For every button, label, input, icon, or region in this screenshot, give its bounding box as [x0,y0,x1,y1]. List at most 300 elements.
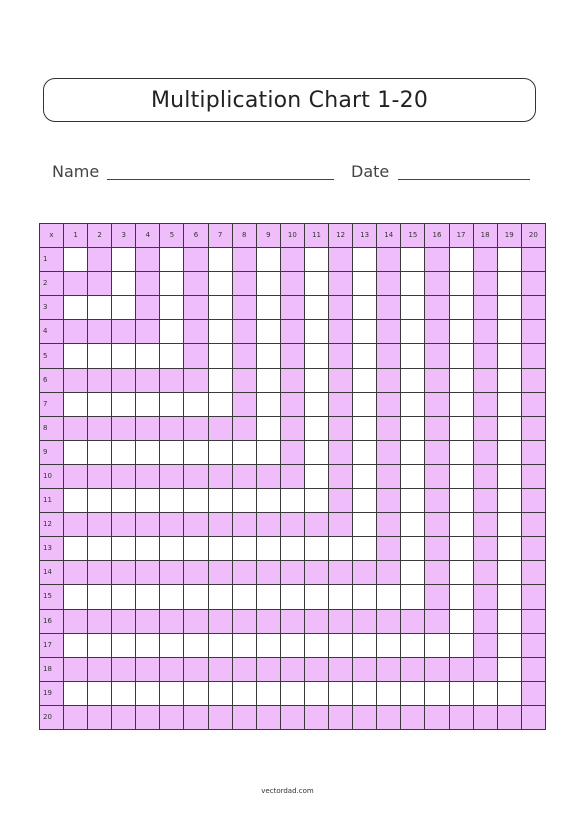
answer-cell[interactable] [377,681,401,705]
answer-cell[interactable] [136,513,160,537]
answer-cell[interactable] [377,585,401,609]
answer-cell[interactable] [160,657,184,681]
answer-cell[interactable] [401,344,425,368]
answer-cell[interactable] [208,489,232,513]
answer-cell[interactable] [353,296,377,320]
answer-cell[interactable] [208,416,232,440]
answer-cell[interactable] [88,537,112,561]
answer-cell[interactable] [112,537,136,561]
answer-cell[interactable] [377,464,401,488]
answer-cell[interactable] [329,633,353,657]
answer-cell[interactable] [112,368,136,392]
answer-cell[interactable] [377,561,401,585]
answer-cell[interactable] [521,585,545,609]
answer-cell[interactable] [449,513,473,537]
answer-cell[interactable] [232,416,256,440]
answer-cell[interactable] [304,464,328,488]
answer-cell[interactable] [256,537,280,561]
answer-cell[interactable] [208,705,232,729]
answer-cell[interactable] [401,705,425,729]
answer-cell[interactable] [401,489,425,513]
answer-cell[interactable] [256,344,280,368]
answer-cell[interactable] [473,392,497,416]
answer-cell[interactable] [88,609,112,633]
answer-cell[interactable] [64,681,88,705]
answer-cell[interactable] [473,416,497,440]
answer-cell[interactable] [377,248,401,272]
answer-cell[interactable] [232,344,256,368]
answer-cell[interactable] [425,344,449,368]
answer-cell[interactable] [304,272,328,296]
answer-cell[interactable] [184,248,208,272]
answer-cell[interactable] [304,609,328,633]
answer-cell[interactable] [88,248,112,272]
answer-cell[interactable] [377,416,401,440]
answer-cell[interactable] [304,489,328,513]
answer-cell[interactable] [64,657,88,681]
answer-cell[interactable] [329,609,353,633]
answer-cell[interactable] [473,705,497,729]
answer-cell[interactable] [425,537,449,561]
answer-cell[interactable] [401,513,425,537]
answer-cell[interactable] [353,464,377,488]
answer-cell[interactable] [256,272,280,296]
answer-cell[interactable] [353,513,377,537]
answer-cell[interactable] [136,392,160,416]
answer-cell[interactable] [256,489,280,513]
answer-cell[interactable] [136,633,160,657]
answer-cell[interactable] [497,392,521,416]
answer-cell[interactable] [232,681,256,705]
answer-cell[interactable] [256,609,280,633]
answer-cell[interactable] [377,609,401,633]
answer-cell[interactable] [64,585,88,609]
answer-cell[interactable] [401,392,425,416]
answer-cell[interactable] [88,705,112,729]
answer-cell[interactable] [136,705,160,729]
answer-cell[interactable] [401,440,425,464]
answer-cell[interactable] [329,489,353,513]
answer-cell[interactable] [304,296,328,320]
answer-cell[interactable] [232,609,256,633]
answer-cell[interactable] [88,633,112,657]
answer-cell[interactable] [353,344,377,368]
answer-cell[interactable] [304,368,328,392]
answer-cell[interactable] [401,537,425,561]
answer-cell[interactable] [256,561,280,585]
answer-cell[interactable] [473,657,497,681]
answer-cell[interactable] [521,513,545,537]
answer-cell[interactable] [521,248,545,272]
answer-cell[interactable] [136,344,160,368]
answer-cell[interactable] [401,248,425,272]
answer-cell[interactable] [88,440,112,464]
answer-cell[interactable] [208,609,232,633]
answer-cell[interactable] [136,368,160,392]
answer-cell[interactable] [521,296,545,320]
answer-cell[interactable] [353,537,377,561]
answer-cell[interactable] [112,296,136,320]
answer-cell[interactable] [280,248,304,272]
answer-cell[interactable] [112,561,136,585]
answer-cell[interactable] [88,513,112,537]
answer-cell[interactable] [449,416,473,440]
answer-cell[interactable] [184,633,208,657]
answer-cell[interactable] [377,368,401,392]
answer-cell[interactable] [88,489,112,513]
answer-cell[interactable] [232,320,256,344]
answer-cell[interactable] [473,633,497,657]
answer-cell[interactable] [497,440,521,464]
answer-cell[interactable] [425,513,449,537]
answer-cell[interactable] [497,489,521,513]
answer-cell[interactable] [256,633,280,657]
answer-cell[interactable] [473,296,497,320]
answer-cell[interactable] [521,368,545,392]
answer-cell[interactable] [401,585,425,609]
answer-cell[interactable] [208,320,232,344]
answer-cell[interactable] [473,440,497,464]
answer-cell[interactable] [88,296,112,320]
answer-cell[interactable] [232,368,256,392]
answer-cell[interactable] [521,561,545,585]
answer-cell[interactable] [473,561,497,585]
answer-cell[interactable] [353,416,377,440]
answer-cell[interactable] [521,681,545,705]
answer-cell[interactable] [473,464,497,488]
answer-cell[interactable] [160,368,184,392]
answer-cell[interactable] [425,657,449,681]
answer-cell[interactable] [280,705,304,729]
answer-cell[interactable] [208,681,232,705]
answer-cell[interactable] [329,681,353,705]
answer-cell[interactable] [232,585,256,609]
answer-cell[interactable] [136,537,160,561]
answer-cell[interactable] [136,609,160,633]
answer-cell[interactable] [208,513,232,537]
answer-cell[interactable] [160,320,184,344]
answer-cell[interactable] [329,320,353,344]
answer-cell[interactable] [232,464,256,488]
answer-cell[interactable] [329,537,353,561]
answer-cell[interactable] [160,537,184,561]
answer-cell[interactable] [497,561,521,585]
answer-cell[interactable] [449,585,473,609]
answer-cell[interactable] [497,248,521,272]
answer-cell[interactable] [401,561,425,585]
answer-cell[interactable] [160,561,184,585]
answer-cell[interactable] [304,585,328,609]
answer-cell[interactable] [184,513,208,537]
answer-cell[interactable] [449,657,473,681]
answer-cell[interactable] [88,320,112,344]
answer-cell[interactable] [112,489,136,513]
answer-cell[interactable] [64,561,88,585]
answer-cell[interactable] [256,464,280,488]
answer-cell[interactable] [256,368,280,392]
answer-cell[interactable] [136,585,160,609]
answer-cell[interactable] [353,585,377,609]
name-line[interactable] [107,179,334,180]
answer-cell[interactable] [449,392,473,416]
answer-cell[interactable] [329,440,353,464]
answer-cell[interactable] [280,609,304,633]
answer-cell[interactable] [64,609,88,633]
answer-cell[interactable] [136,416,160,440]
answer-cell[interactable] [449,681,473,705]
answer-cell[interactable] [329,705,353,729]
answer-cell[interactable] [280,489,304,513]
answer-cell[interactable] [425,248,449,272]
answer-cell[interactable] [473,272,497,296]
answer-cell[interactable] [64,489,88,513]
answer-cell[interactable] [280,320,304,344]
answer-cell[interactable] [208,633,232,657]
answer-cell[interactable] [256,392,280,416]
answer-cell[interactable] [208,296,232,320]
answer-cell[interactable] [329,513,353,537]
answer-cell[interactable] [449,320,473,344]
answer-cell[interactable] [112,681,136,705]
answer-cell[interactable] [112,585,136,609]
answer-cell[interactable] [329,657,353,681]
answer-cell[interactable] [401,633,425,657]
answer-cell[interactable] [304,537,328,561]
answer-cell[interactable] [497,272,521,296]
answer-cell[interactable] [256,657,280,681]
answer-cell[interactable] [304,320,328,344]
answer-cell[interactable] [304,248,328,272]
answer-cell[interactable] [136,489,160,513]
answer-cell[interactable] [401,609,425,633]
answer-cell[interactable] [160,681,184,705]
answer-cell[interactable] [112,320,136,344]
answer-cell[interactable] [473,585,497,609]
answer-cell[interactable] [112,705,136,729]
answer-cell[interactable] [473,609,497,633]
answer-cell[interactable] [521,633,545,657]
answer-cell[interactable] [353,681,377,705]
answer-cell[interactable] [136,561,160,585]
answer-cell[interactable] [256,681,280,705]
answer-cell[interactable] [329,392,353,416]
answer-cell[interactable] [136,657,160,681]
answer-cell[interactable] [280,392,304,416]
answer-cell[interactable] [304,561,328,585]
answer-cell[interactable] [425,681,449,705]
answer-cell[interactable] [353,561,377,585]
answer-cell[interactable] [232,705,256,729]
answer-cell[interactable] [160,609,184,633]
answer-cell[interactable] [112,344,136,368]
answer-cell[interactable] [425,464,449,488]
answer-cell[interactable] [160,585,184,609]
answer-cell[interactable] [521,272,545,296]
answer-cell[interactable] [184,416,208,440]
answer-cell[interactable] [521,657,545,681]
answer-cell[interactable] [208,272,232,296]
answer-cell[interactable] [184,681,208,705]
answer-cell[interactable] [256,513,280,537]
answer-cell[interactable] [64,537,88,561]
answer-cell[interactable] [473,489,497,513]
answer-cell[interactable] [304,705,328,729]
answer-cell[interactable] [112,657,136,681]
answer-cell[interactable] [208,368,232,392]
answer-cell[interactable] [280,681,304,705]
answer-cell[interactable] [401,416,425,440]
answer-cell[interactable] [449,272,473,296]
answer-cell[interactable] [256,705,280,729]
answer-cell[interactable] [425,440,449,464]
answer-cell[interactable] [425,368,449,392]
answer-cell[interactable] [425,296,449,320]
answer-cell[interactable] [497,416,521,440]
answer-cell[interactable] [256,585,280,609]
answer-cell[interactable] [497,320,521,344]
answer-cell[interactable] [64,392,88,416]
answer-cell[interactable] [425,272,449,296]
answer-cell[interactable] [425,633,449,657]
answer-cell[interactable] [232,537,256,561]
answer-cell[interactable] [280,296,304,320]
answer-cell[interactable] [160,705,184,729]
answer-cell[interactable] [401,368,425,392]
answer-cell[interactable] [521,392,545,416]
answer-cell[interactable] [112,440,136,464]
answer-cell[interactable] [64,320,88,344]
answer-cell[interactable] [401,296,425,320]
answer-cell[interactable] [64,368,88,392]
answer-cell[interactable] [280,585,304,609]
answer-cell[interactable] [497,368,521,392]
answer-cell[interactable] [112,513,136,537]
answer-cell[interactable] [184,489,208,513]
answer-cell[interactable] [497,705,521,729]
answer-cell[interactable] [280,416,304,440]
answer-cell[interactable] [88,272,112,296]
answer-cell[interactable] [377,537,401,561]
answer-cell[interactable] [256,416,280,440]
answer-cell[interactable] [64,248,88,272]
answer-cell[interactable] [88,657,112,681]
answer-cell[interactable] [208,657,232,681]
answer-cell[interactable] [160,272,184,296]
answer-cell[interactable] [280,513,304,537]
answer-cell[interactable] [280,440,304,464]
answer-cell[interactable] [280,633,304,657]
answer-cell[interactable] [473,368,497,392]
answer-cell[interactable] [160,392,184,416]
answer-cell[interactable] [329,344,353,368]
answer-cell[interactable] [64,272,88,296]
answer-cell[interactable] [184,561,208,585]
answer-cell[interactable] [280,368,304,392]
answer-cell[interactable] [184,537,208,561]
answer-cell[interactable] [64,513,88,537]
answer-cell[interactable] [184,296,208,320]
answer-cell[interactable] [112,609,136,633]
answer-cell[interactable] [425,561,449,585]
answer-cell[interactable] [232,513,256,537]
answer-cell[interactable] [160,344,184,368]
answer-cell[interactable] [208,464,232,488]
answer-cell[interactable] [64,416,88,440]
answer-cell[interactable] [401,320,425,344]
answer-cell[interactable] [184,392,208,416]
answer-cell[interactable] [521,537,545,561]
answer-cell[interactable] [377,513,401,537]
answer-cell[interactable] [232,633,256,657]
answer-cell[interactable] [304,440,328,464]
answer-cell[interactable] [136,296,160,320]
answer-cell[interactable] [280,272,304,296]
answer-cell[interactable] [497,464,521,488]
answer-cell[interactable] [232,392,256,416]
answer-cell[interactable] [136,440,160,464]
answer-cell[interactable] [353,657,377,681]
answer-cell[interactable] [449,464,473,488]
answer-cell[interactable] [208,344,232,368]
answer-cell[interactable] [184,585,208,609]
answer-cell[interactable] [208,585,232,609]
answer-cell[interactable] [497,296,521,320]
answer-cell[interactable] [401,657,425,681]
answer-cell[interactable] [160,489,184,513]
answer-cell[interactable] [112,464,136,488]
answer-cell[interactable] [329,368,353,392]
answer-cell[interactable] [449,633,473,657]
answer-cell[interactable] [377,440,401,464]
answer-cell[interactable] [377,344,401,368]
answer-cell[interactable] [160,416,184,440]
answer-cell[interactable] [256,440,280,464]
answer-cell[interactable] [208,248,232,272]
answer-cell[interactable] [232,657,256,681]
answer-cell[interactable] [449,296,473,320]
answer-cell[interactable] [329,561,353,585]
answer-cell[interactable] [160,248,184,272]
answer-cell[interactable] [449,344,473,368]
answer-cell[interactable] [304,513,328,537]
answer-cell[interactable] [473,513,497,537]
answer-cell[interactable] [184,464,208,488]
answer-cell[interactable] [136,464,160,488]
answer-cell[interactable] [353,440,377,464]
answer-cell[interactable] [425,705,449,729]
answer-cell[interactable] [88,585,112,609]
answer-cell[interactable] [497,537,521,561]
answer-cell[interactable] [256,248,280,272]
answer-cell[interactable] [88,464,112,488]
answer-cell[interactable] [449,609,473,633]
answer-cell[interactable] [377,489,401,513]
answer-cell[interactable] [521,440,545,464]
answer-cell[interactable] [377,296,401,320]
answer-cell[interactable] [160,440,184,464]
answer-cell[interactable] [304,344,328,368]
answer-cell[interactable] [136,272,160,296]
answer-cell[interactable] [353,633,377,657]
answer-cell[interactable] [304,416,328,440]
answer-cell[interactable] [329,272,353,296]
answer-cell[interactable] [184,705,208,729]
answer-cell[interactable] [88,344,112,368]
answer-cell[interactable] [497,609,521,633]
answer-cell[interactable] [353,705,377,729]
answer-cell[interactable] [184,609,208,633]
answer-cell[interactable] [497,585,521,609]
